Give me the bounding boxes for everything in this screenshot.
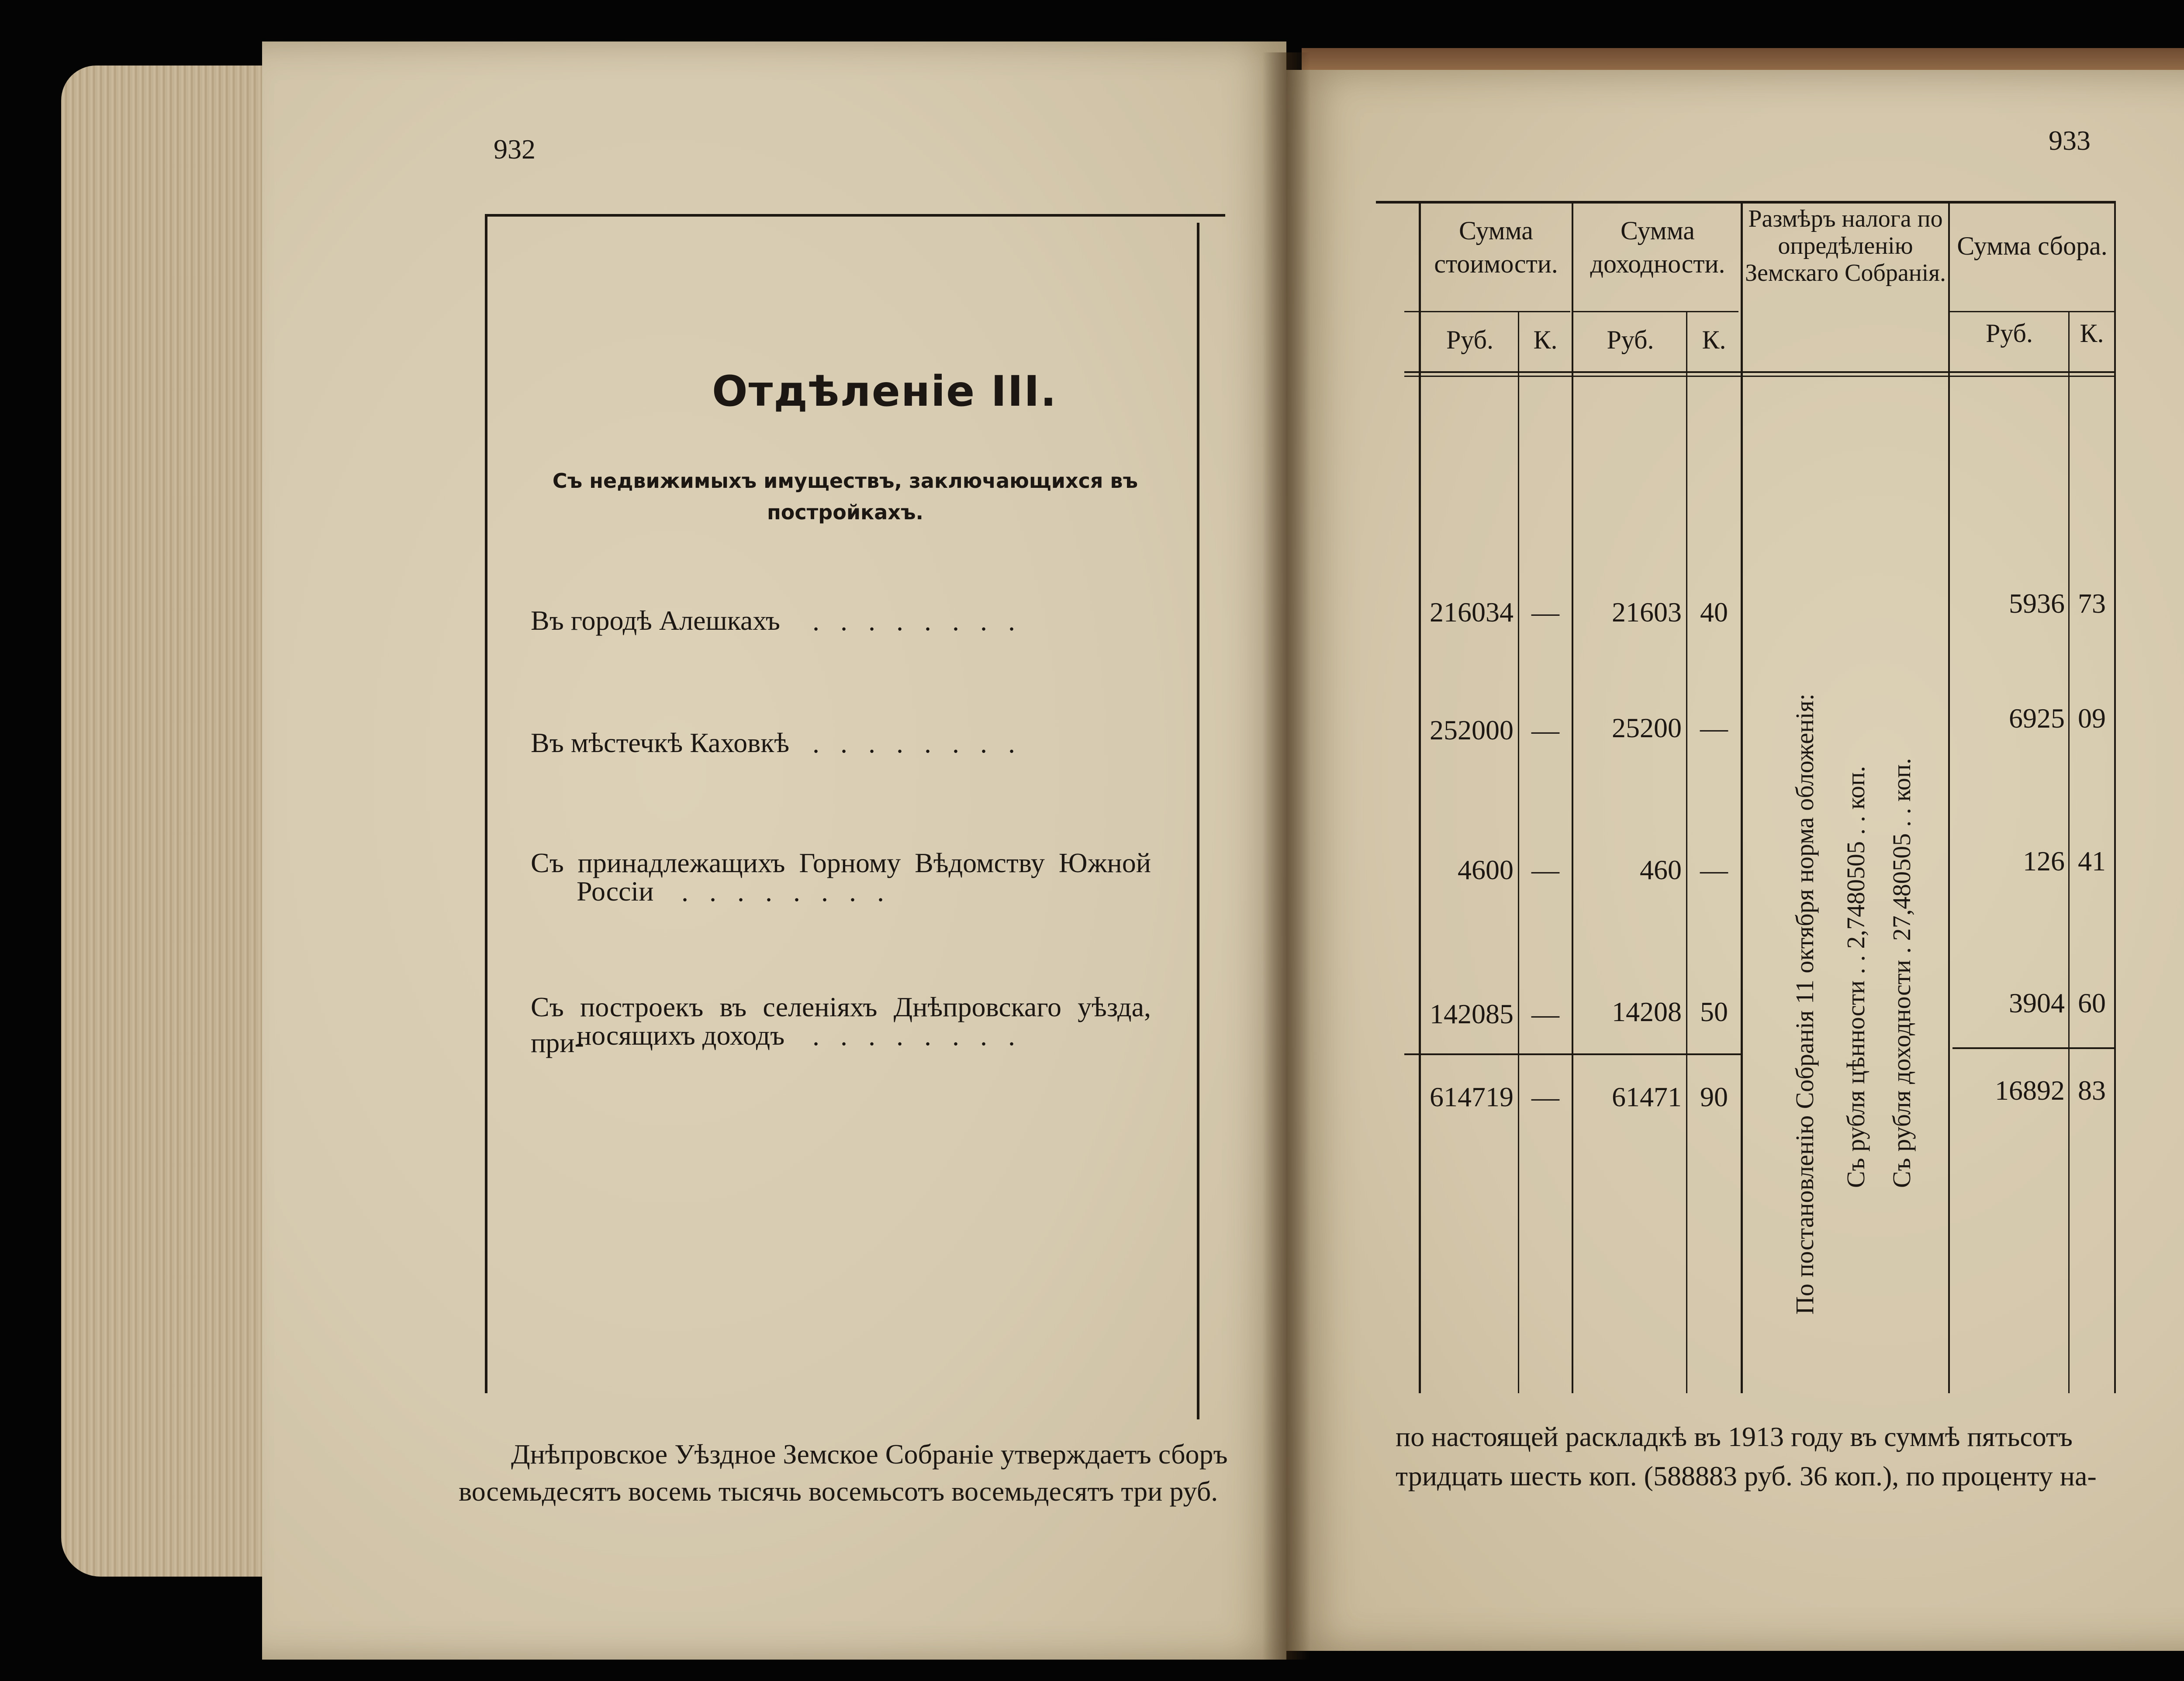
cell-levy-kop: 41 (2078, 846, 2106, 877)
left-footer-line1: Днѣпровское Уѣздное Земское Собраніе утверждаетъ сборъ (511, 1439, 1228, 1470)
cell-value-rub: 216034 (1430, 597, 1514, 628)
total-value-kop: — (1531, 1081, 1559, 1112)
header-kop: К. (1533, 325, 1558, 354)
total-rule (1952, 1047, 2114, 1049)
right-footer-line1: по настоящей раскладкѣ въ 1913 году въ суммѣ пятьсотъ (1396, 1421, 2073, 1452)
cell-income-rub: 460 (1640, 854, 1682, 885)
dot-leader: ........ (812, 1020, 1036, 1051)
cell-income-rub: 14208 (1612, 996, 1682, 1027)
page-number-right: 933 (2049, 125, 2091, 156)
cell-levy-rub: 126 (2023, 846, 2065, 877)
dot-leader: ........ (812, 605, 1036, 636)
cell-levy-kop: 73 (2078, 588, 2106, 619)
cell-income-kop: — (1700, 854, 1728, 885)
left-footer-line2: восемьдесятъ восемь тысячь восемьсотъ восемьдесятъ три руб. (459, 1476, 1218, 1507)
total-value-rub: 614719 (1430, 1081, 1514, 1112)
header-sub-rule (1572, 311, 1738, 312)
col-rule (1686, 312, 1687, 1393)
col-rule (1948, 201, 1950, 1393)
header-kop: К. (2080, 319, 2104, 348)
col-rule (2114, 201, 2116, 1393)
cell-value-kop: — (1531, 715, 1559, 746)
cell-income-kop: — (1700, 712, 1728, 743)
tax-rate-note-line2: Съ рубля цѣнности . . 2,7480505 . . коп. (1842, 766, 1870, 1188)
entry-mining-dept-line1: Съ принадлежащихъ Горному Вѣдомству Южной (531, 847, 1151, 878)
section-subtitle: Съ недвижимыхъ имуществъ, заключающихся въ постройкахъ. (552, 469, 1138, 524)
cell-levy-kop: 60 (2078, 987, 2106, 1018)
total-levy-kop: 83 (2078, 1075, 2106, 1106)
cell-income-rub: 25200 (1612, 712, 1682, 743)
tax-rate-note-line3: Съ рубля доходности . 27,480505 . . коп. (1887, 758, 1916, 1188)
frame-left-rule (485, 214, 487, 1393)
section-title: Отдѣленіе III. (712, 367, 1057, 416)
cell-levy-rub: 5936 (2009, 588, 2065, 619)
cell-value-rub: 4600 (1458, 854, 1514, 885)
dot-leader: ........ (681, 876, 905, 907)
header-sub-rule (1404, 311, 1570, 312)
cell-income-kop: 40 (1700, 597, 1728, 628)
tax-rate-note-line1: По постановленію Собранія 11 октября норма обложенія: (1790, 694, 1819, 1315)
col-rule (1572, 201, 1573, 1393)
entry-aleshki: Въ городѣ Алешкахъ (531, 605, 780, 636)
header-value-sum: Сумма стоимости. (1434, 216, 1558, 278)
cell-value-rub: 142085 (1430, 998, 1514, 1029)
cell-value-kop: — (1531, 998, 1559, 1029)
page-number-left: 932 (494, 134, 536, 165)
header-levy-sum: Сумма сбора. (1957, 231, 2108, 260)
header-tax-rate: Размѣръ налога по опредѣленію Земскаго Собранія. (1745, 205, 1946, 286)
frame-top-rule (485, 214, 1225, 217)
header-income-sum: Сумма доходности. (1590, 216, 1725, 278)
total-levy-rub: 16892 (1995, 1075, 2065, 1106)
cell-levy-kop: 09 (2078, 703, 2106, 734)
left-page-edges (61, 66, 262, 1577)
cell-value-kop: — (1531, 854, 1559, 885)
right-footer-line2: тридцать шесть коп. (588883 руб. 36 коп.), по проценту на- (1396, 1460, 2097, 1491)
total-income-kop: 90 (1700, 1081, 1728, 1112)
header-sub-rule (1948, 311, 2114, 312)
header-kop: К. (1702, 325, 1726, 354)
header-rub: Руб. (1985, 319, 2033, 348)
entry-dnieper-villages-line1: Съ построекъ въ селеніяхъ Днѣпровскаго уѣзда, при- (531, 991, 1151, 1058)
col-rule (1419, 201, 1421, 1393)
book-gutter (1262, 52, 1310, 1660)
cell-value-rub: 252000 (1430, 715, 1514, 746)
header-rub: Руб. (1446, 325, 1494, 354)
cell-value-kop: — (1531, 597, 1559, 628)
cell-income-kop: 50 (1700, 996, 1728, 1027)
header-bottom-rule (1404, 371, 2114, 373)
cell-levy-rub: 6925 (2009, 703, 2065, 734)
total-income-rub: 61471 (1612, 1081, 1682, 1112)
entry-dnieper-villages-line2: носящихъ доходъ (577, 1020, 785, 1051)
cell-income-rub: 21603 (1612, 597, 1682, 628)
header-bottom-rule (1404, 376, 2114, 377)
table-top-rule (1376, 201, 2114, 204)
cell-levy-rub: 3904 (2009, 987, 2065, 1018)
frame-right-rule (1197, 223, 1199, 1419)
entry-kakhovka: Въ мѣстечкѣ Каховкѣ (531, 727, 790, 758)
col-rule (1518, 312, 1519, 1393)
entry-mining-dept-line2: Россіи (577, 876, 654, 907)
col-rule (1741, 201, 1743, 1393)
header-rub: Руб. (1607, 325, 1654, 354)
dot-leader: ........ (812, 728, 1036, 759)
